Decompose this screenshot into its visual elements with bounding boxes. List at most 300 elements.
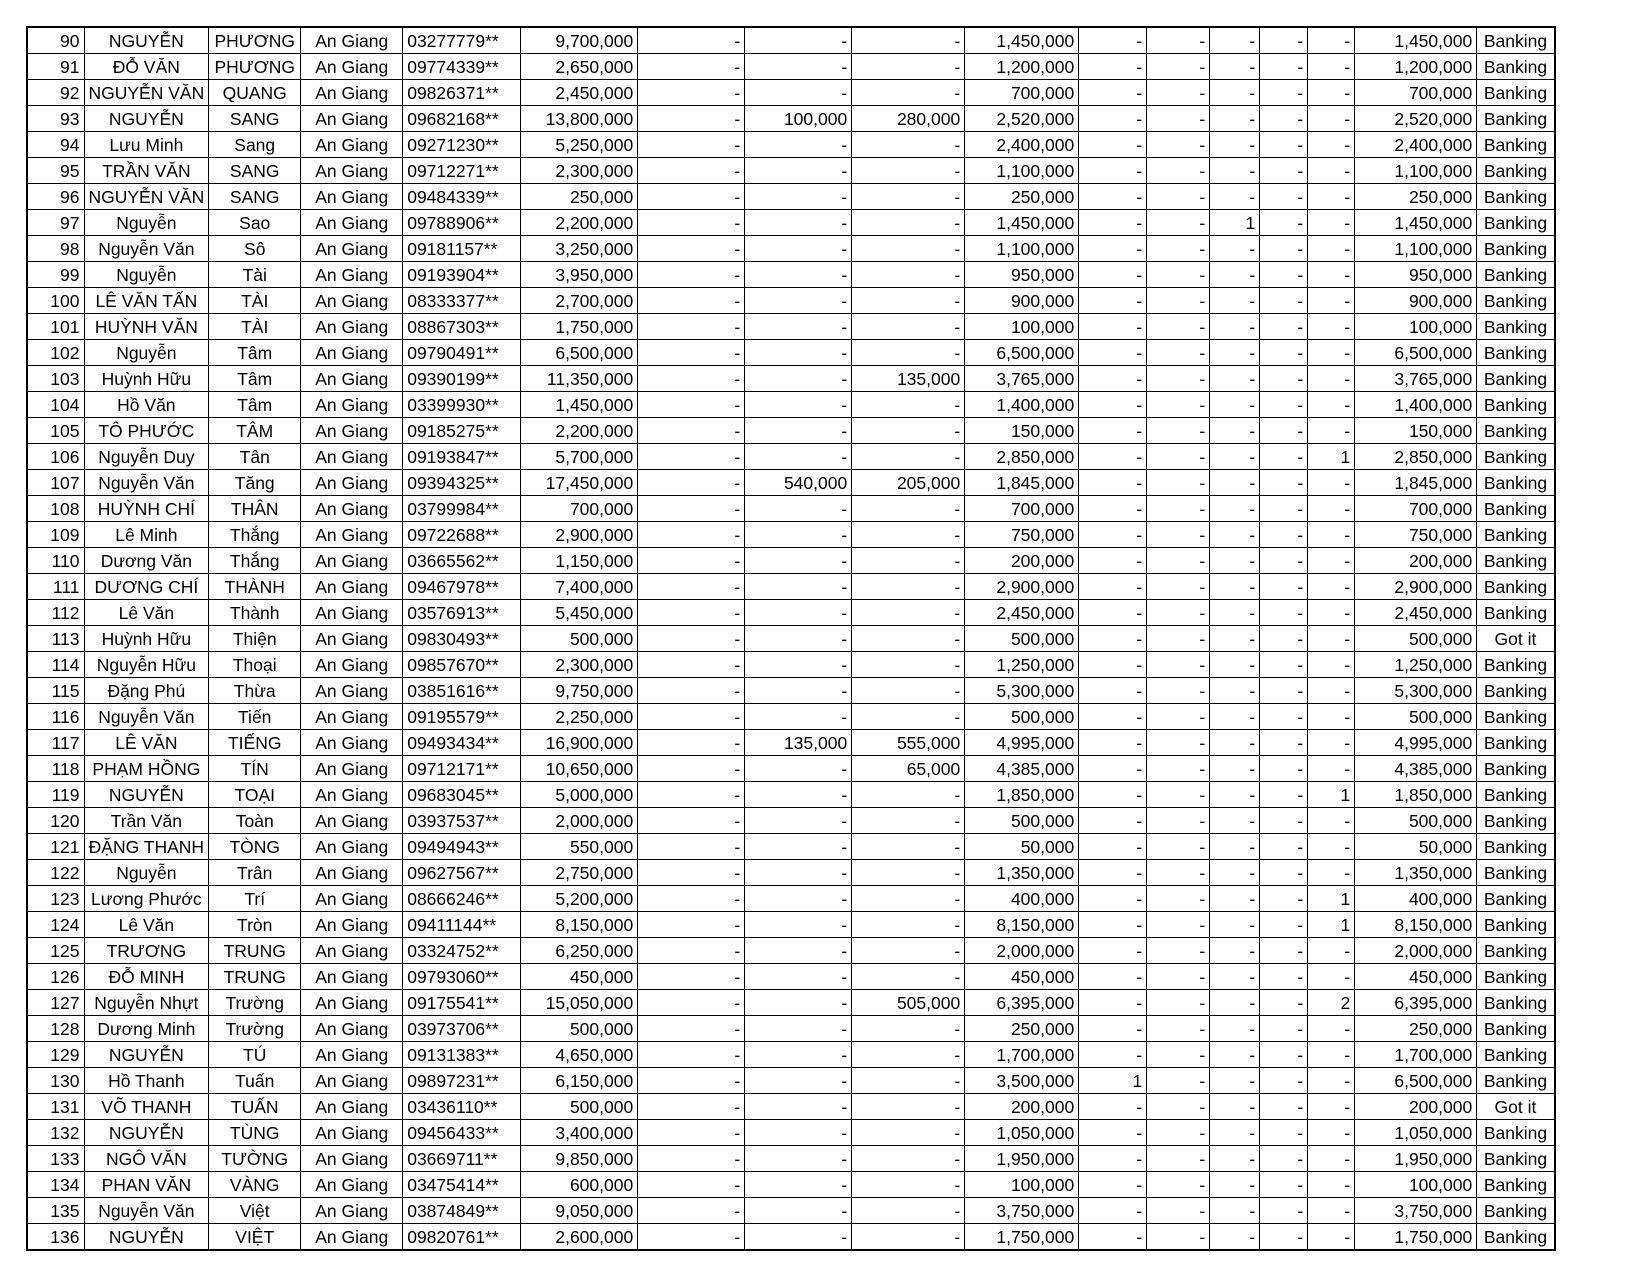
paid-amount-cell: 950,000 [965, 262, 1079, 288]
col7-cell: - [638, 1146, 745, 1172]
total-cell: 1,200,000 [1355, 54, 1477, 80]
table-row [27, 860, 1555, 886]
given-name-cell: TÙNG [209, 1120, 301, 1146]
col15-cell: - [1308, 496, 1355, 522]
province-cell: An Giang [301, 964, 403, 990]
phone-cell: 09131383** [403, 1042, 521, 1068]
col15-cell: - [1308, 600, 1355, 626]
col7-cell: - [638, 1172, 745, 1198]
table-row [27, 1172, 1555, 1198]
col13-cell: - [1210, 834, 1260, 860]
col13-cell: - [1210, 132, 1260, 158]
surname-cell: HUỲNH CHÍ [84, 496, 209, 522]
table-row [27, 418, 1555, 444]
total-cell: 5,300,000 [1355, 678, 1477, 704]
phone-cell: 08666246** [403, 886, 521, 912]
province-cell: An Giang [301, 340, 403, 366]
total-cell: 700,000 [1355, 80, 1477, 106]
col15-cell: - [1308, 548, 1355, 574]
method-cell: Banking [1477, 262, 1555, 288]
col12-cell: - [1147, 756, 1210, 782]
col9-cell: - [852, 1094, 965, 1120]
phone-cell: 09820761** [403, 1224, 521, 1251]
method-cell: Banking [1477, 522, 1555, 548]
col14-cell: - [1260, 418, 1308, 444]
col15-cell: - [1308, 80, 1355, 106]
col13-cell: - [1210, 860, 1260, 886]
col15-cell: - [1308, 860, 1355, 886]
col14-cell: - [1260, 80, 1308, 106]
phone-cell: 03576913** [403, 600, 521, 626]
surname-cell: Lê Văn [84, 600, 209, 626]
col7-cell: - [638, 184, 745, 210]
amount-cell: 5,200,000 [521, 886, 638, 912]
amount-cell: 2,450,000 [521, 80, 638, 106]
paid-amount-cell: 150,000 [965, 418, 1079, 444]
given-name-cell: Tâm [209, 366, 301, 392]
row-number: 112 [27, 600, 84, 626]
col7-cell: - [638, 1198, 745, 1224]
col12-cell: - [1147, 1120, 1210, 1146]
table-row [27, 1224, 1555, 1251]
phone-cell: 09722688** [403, 522, 521, 548]
given-name-cell: Tân [209, 444, 301, 470]
col7-cell: - [638, 548, 745, 574]
total-cell: 2,900,000 [1355, 574, 1477, 600]
method-cell: Got it [1477, 1094, 1555, 1120]
phone-cell: 09712171** [403, 756, 521, 782]
col12-cell: - [1147, 1146, 1210, 1172]
col12-cell: - [1147, 1016, 1210, 1042]
col8-cell: - [745, 704, 852, 730]
col11-cell: - [1079, 886, 1147, 912]
col9-cell: - [852, 288, 965, 314]
amount-cell: 11,350,000 [521, 366, 638, 392]
col14-cell: - [1260, 1172, 1308, 1198]
col9-cell: - [852, 262, 965, 288]
col9-cell: - [852, 1146, 965, 1172]
paid-amount-cell: 4,995,000 [965, 730, 1079, 756]
total-cell: 100,000 [1355, 1172, 1477, 1198]
surname-cell: NGUYỄN [84, 1224, 209, 1251]
col11-cell: - [1079, 496, 1147, 522]
surname-cell: LÊ VĂN [84, 730, 209, 756]
amount-cell: 450,000 [521, 964, 638, 990]
paid-amount-cell: 1,950,000 [965, 1146, 1079, 1172]
col14-cell: - [1260, 288, 1308, 314]
col13-cell: - [1210, 1068, 1260, 1094]
col13-cell: - [1210, 938, 1260, 964]
col7-cell: - [638, 574, 745, 600]
total-cell: 400,000 [1355, 886, 1477, 912]
col12-cell: - [1147, 314, 1210, 340]
col11-cell: - [1079, 808, 1147, 834]
col8-cell: 135,000 [745, 730, 852, 756]
col14-cell: - [1260, 886, 1308, 912]
province-cell: An Giang [301, 1146, 403, 1172]
col7-cell: - [638, 938, 745, 964]
col7-cell: - [638, 782, 745, 808]
col7-cell: - [638, 262, 745, 288]
method-cell: Got it [1477, 626, 1555, 652]
col15-cell: - [1308, 314, 1355, 340]
phone-cell: 03973706** [403, 1016, 521, 1042]
surname-cell: HUỲNH VĂN [84, 314, 209, 340]
paid-amount-cell: 1,100,000 [965, 158, 1079, 184]
col15-cell: - [1308, 262, 1355, 288]
col12-cell: - [1147, 626, 1210, 652]
row-number: 100 [27, 288, 84, 314]
col15-cell: - [1308, 158, 1355, 184]
total-cell: 1,250,000 [1355, 652, 1477, 678]
col14-cell: - [1260, 678, 1308, 704]
col11-cell: - [1079, 1198, 1147, 1224]
phone-cell: 03669711** [403, 1146, 521, 1172]
table-row [27, 834, 1555, 860]
col7-cell: - [638, 730, 745, 756]
col15-cell: - [1308, 366, 1355, 392]
col12-cell: - [1147, 27, 1210, 54]
phone-cell: 09790491** [403, 340, 521, 366]
row-number: 129 [27, 1042, 84, 1068]
col11-cell: - [1079, 600, 1147, 626]
paid-amount-cell: 500,000 [965, 626, 1079, 652]
col7-cell: - [638, 522, 745, 548]
col7-cell: - [638, 366, 745, 392]
phone-cell: 03277779** [403, 27, 521, 54]
amount-cell: 500,000 [521, 1016, 638, 1042]
method-cell: Banking [1477, 808, 1555, 834]
amount-cell: 3,250,000 [521, 236, 638, 262]
paid-amount-cell: 4,385,000 [965, 756, 1079, 782]
col11-cell: - [1079, 704, 1147, 730]
row-number: 136 [27, 1224, 84, 1251]
col14-cell: - [1260, 912, 1308, 938]
col11-cell: - [1079, 158, 1147, 184]
col15-cell: - [1308, 392, 1355, 418]
col9-cell: - [852, 80, 965, 106]
col9-cell: - [852, 314, 965, 340]
col14-cell: - [1260, 444, 1308, 470]
col9-cell: - [852, 496, 965, 522]
total-cell: 250,000 [1355, 184, 1477, 210]
col11-cell: - [1079, 470, 1147, 496]
method-cell: Banking [1477, 834, 1555, 860]
col9-cell: - [852, 340, 965, 366]
paid-amount-cell: 1,450,000 [965, 27, 1079, 54]
method-cell: Banking [1477, 314, 1555, 340]
total-cell: 1,100,000 [1355, 158, 1477, 184]
table-row [27, 574, 1555, 600]
col9-cell: - [852, 1068, 965, 1094]
phone-cell: 09682168** [403, 106, 521, 132]
amount-cell: 500,000 [521, 626, 638, 652]
col11-cell: - [1079, 106, 1147, 132]
province-cell: An Giang [301, 392, 403, 418]
col9-cell: 505,000 [852, 990, 965, 1016]
amount-cell: 550,000 [521, 834, 638, 860]
method-cell: Banking [1477, 340, 1555, 366]
table-row [27, 314, 1555, 340]
amount-cell: 3,950,000 [521, 262, 638, 288]
phone-cell: 09394325** [403, 470, 521, 496]
table-row [27, 548, 1555, 574]
col15-cell: - [1308, 27, 1355, 54]
col11-cell: - [1079, 288, 1147, 314]
province-cell: An Giang [301, 1068, 403, 1094]
paid-amount-cell: 1,200,000 [965, 54, 1079, 80]
amount-cell: 2,200,000 [521, 418, 638, 444]
col7-cell: - [638, 444, 745, 470]
col13-cell: - [1210, 652, 1260, 678]
table-row [27, 1120, 1555, 1146]
col13-cell: - [1210, 574, 1260, 600]
province-cell: An Giang [301, 912, 403, 938]
method-cell: Banking [1477, 496, 1555, 522]
col13-cell: - [1210, 340, 1260, 366]
col11-cell: - [1079, 834, 1147, 860]
col12-cell: - [1147, 158, 1210, 184]
col8-cell: - [745, 444, 852, 470]
amount-cell: 5,250,000 [521, 132, 638, 158]
total-cell: 3,750,000 [1355, 1198, 1477, 1224]
col9-cell: - [852, 808, 965, 834]
paid-amount-cell: 200,000 [965, 548, 1079, 574]
given-name-cell: VIỆT [209, 1224, 301, 1251]
surname-cell: DƯƠNG CHÍ [84, 574, 209, 600]
col12-cell: - [1147, 184, 1210, 210]
col12-cell: - [1147, 210, 1210, 236]
surname-cell: VÕ THANH [84, 1094, 209, 1120]
total-cell: 200,000 [1355, 1094, 1477, 1120]
col15-cell: - [1308, 834, 1355, 860]
given-name-cell: TÀI [209, 314, 301, 340]
col11-cell: - [1079, 860, 1147, 886]
col11-cell: - [1079, 730, 1147, 756]
table-row [27, 756, 1555, 782]
phone-cell: 09411144** [403, 912, 521, 938]
table-row [27, 210, 1555, 236]
col9-cell: 135,000 [852, 366, 965, 392]
col8-cell: - [745, 860, 852, 886]
phone-cell: 09467978** [403, 574, 521, 600]
province-cell: An Giang [301, 366, 403, 392]
col12-cell: - [1147, 548, 1210, 574]
row-number: 131 [27, 1094, 84, 1120]
col9-cell: - [852, 210, 965, 236]
amount-cell: 700,000 [521, 496, 638, 522]
surname-cell: Nguyễn Văn [84, 236, 209, 262]
given-name-cell: TRUNG [209, 964, 301, 990]
col12-cell: - [1147, 782, 1210, 808]
paid-amount-cell: 750,000 [965, 522, 1079, 548]
col12-cell: - [1147, 600, 1210, 626]
given-name-cell: VÀNG [209, 1172, 301, 1198]
row-number: 115 [27, 678, 84, 704]
given-name-cell: TÂM [209, 418, 301, 444]
col8-cell: - [745, 548, 852, 574]
total-cell: 200,000 [1355, 548, 1477, 574]
col12-cell: - [1147, 964, 1210, 990]
col8-cell: - [745, 158, 852, 184]
col14-cell: - [1260, 1094, 1308, 1120]
given-name-cell: Trân [209, 860, 301, 886]
phone-cell: 03937537** [403, 808, 521, 834]
col11-cell: - [1079, 54, 1147, 80]
col9-cell: 205,000 [852, 470, 965, 496]
row-number: 110 [27, 548, 84, 574]
col12-cell: - [1147, 496, 1210, 522]
col8-cell: - [745, 756, 852, 782]
phone-cell: 03799984** [403, 496, 521, 522]
table-row [27, 366, 1555, 392]
col7-cell: - [638, 340, 745, 366]
col9-cell: - [852, 860, 965, 886]
given-name-cell: Toàn [209, 808, 301, 834]
total-cell: 2,000,000 [1355, 938, 1477, 964]
col13-cell: - [1210, 184, 1260, 210]
table-row [27, 1198, 1555, 1224]
method-cell: Banking [1477, 366, 1555, 392]
table-row [27, 1068, 1555, 1094]
col15-cell: 1 [1308, 782, 1355, 808]
col7-cell: - [638, 80, 745, 106]
method-cell: Banking [1477, 236, 1555, 262]
table-row [27, 288, 1555, 314]
table-row [27, 27, 1555, 54]
province-cell: An Giang [301, 600, 403, 626]
row-number: 133 [27, 1146, 84, 1172]
total-cell: 1,950,000 [1355, 1146, 1477, 1172]
method-cell: Banking [1477, 756, 1555, 782]
col8-cell: - [745, 964, 852, 990]
table-row [27, 470, 1555, 496]
col8-cell: - [745, 808, 852, 834]
col11-cell: - [1079, 574, 1147, 600]
province-cell: An Giang [301, 730, 403, 756]
col15-cell: - [1308, 470, 1355, 496]
province-cell: An Giang [301, 938, 403, 964]
col9-cell: - [852, 886, 965, 912]
given-name-cell: THÀNH [209, 574, 301, 600]
phone-cell: 09897231** [403, 1068, 521, 1094]
col13-cell: - [1210, 990, 1260, 1016]
amount-cell: 9,750,000 [521, 678, 638, 704]
method-cell: Banking [1477, 392, 1555, 418]
paid-amount-cell: 6,395,000 [965, 990, 1079, 1016]
col9-cell: - [852, 236, 965, 262]
surname-cell: NGUYỄN [84, 1120, 209, 1146]
given-name-cell: TÍN [209, 756, 301, 782]
col11-cell: - [1079, 548, 1147, 574]
col7-cell: - [638, 314, 745, 340]
col13-cell: - [1210, 782, 1260, 808]
col11-cell: - [1079, 418, 1147, 444]
col14-cell: - [1260, 626, 1308, 652]
col15-cell: - [1308, 1198, 1355, 1224]
col8-cell: - [745, 418, 852, 444]
col7-cell: - [638, 1068, 745, 1094]
table-row [27, 496, 1555, 522]
col8-cell: - [745, 1094, 852, 1120]
col11-cell: - [1079, 80, 1147, 106]
amount-cell: 2,200,000 [521, 210, 638, 236]
province-cell: An Giang [301, 1224, 403, 1251]
col15-cell: - [1308, 1094, 1355, 1120]
col14-cell: - [1260, 1042, 1308, 1068]
amount-cell: 5,700,000 [521, 444, 638, 470]
col9-cell: - [852, 574, 965, 600]
col13-cell: - [1210, 626, 1260, 652]
col7-cell: - [638, 912, 745, 938]
given-name-cell: Tài [209, 262, 301, 288]
amount-cell: 2,650,000 [521, 54, 638, 80]
surname-cell: PHAN VĂN [84, 1172, 209, 1198]
total-cell: 1,050,000 [1355, 1120, 1477, 1146]
col7-cell: - [638, 704, 745, 730]
given-name-cell: TÚ [209, 1042, 301, 1068]
given-name-cell: Thiện [209, 626, 301, 652]
amount-cell: 2,700,000 [521, 288, 638, 314]
row-number: 120 [27, 808, 84, 834]
method-cell: Banking [1477, 964, 1555, 990]
method-cell: Banking [1477, 652, 1555, 678]
col11-cell: - [1079, 340, 1147, 366]
total-cell: 900,000 [1355, 288, 1477, 314]
method-cell: Banking [1477, 27, 1555, 54]
surname-cell: PHẠM HỒNG [84, 756, 209, 782]
province-cell: An Giang [301, 1120, 403, 1146]
col15-cell: - [1308, 132, 1355, 158]
col7-cell: - [638, 496, 745, 522]
col11-cell: - [1079, 1094, 1147, 1120]
col12-cell: - [1147, 1042, 1210, 1068]
col13-cell: - [1210, 314, 1260, 340]
given-name-cell: TƯỜNG [209, 1146, 301, 1172]
amount-cell: 9,850,000 [521, 1146, 638, 1172]
amount-cell: 2,900,000 [521, 522, 638, 548]
col13-cell: - [1210, 886, 1260, 912]
surname-cell: Nguyễn [84, 210, 209, 236]
given-name-cell: Trường [209, 990, 301, 1016]
row-number: 91 [27, 54, 84, 80]
given-name-cell: Sang [209, 132, 301, 158]
amount-cell: 2,300,000 [521, 652, 638, 678]
col11-cell: - [1079, 522, 1147, 548]
phone-cell: 08333377** [403, 288, 521, 314]
col14-cell: - [1260, 314, 1308, 340]
amount-cell: 500,000 [521, 1094, 638, 1120]
paid-amount-cell: 1,250,000 [965, 652, 1079, 678]
col9-cell: - [852, 1016, 965, 1042]
given-name-cell: TÀI [209, 288, 301, 314]
col15-cell: 1 [1308, 444, 1355, 470]
row-number: 95 [27, 158, 84, 184]
col11-cell: - [1079, 392, 1147, 418]
surname-cell: TÔ PHƯỚC [84, 418, 209, 444]
col13-cell: - [1210, 1198, 1260, 1224]
surname-cell: TRƯƠNG [84, 938, 209, 964]
surname-cell: Nguyễn Nhựt [84, 990, 209, 1016]
row-number: 128 [27, 1016, 84, 1042]
surname-cell: Nguyễn Văn [84, 704, 209, 730]
method-cell: Banking [1477, 184, 1555, 210]
col13-cell: - [1210, 678, 1260, 704]
method-cell: Banking [1477, 210, 1555, 236]
province-cell: An Giang [301, 158, 403, 184]
total-cell: 750,000 [1355, 522, 1477, 548]
amount-cell: 17,450,000 [521, 470, 638, 496]
